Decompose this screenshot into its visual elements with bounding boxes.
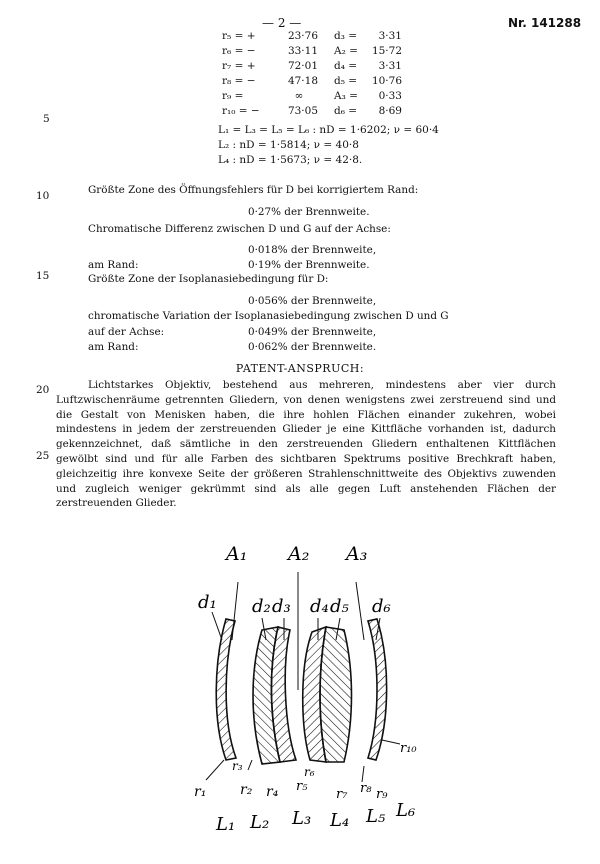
label-l4: L₄: [330, 810, 350, 831]
patent-number: Nr. 141288: [508, 16, 582, 30]
label-r6: r₆: [304, 765, 315, 779]
radius-value: 47·18: [287, 75, 318, 87]
rand-label: am Rand:: [88, 341, 139, 353]
label-r8: r₈: [360, 781, 372, 796]
page-number: — 2 —: [262, 16, 302, 30]
chrom-rand-label: am Rand:: [88, 259, 139, 271]
label-r7: r₇: [336, 787, 348, 802]
label-r9: r₉: [376, 787, 388, 802]
axis-label: auf der Achse:: [88, 326, 165, 338]
thickness-label: d₆ =: [334, 105, 358, 117]
zone-title: Größte Zone des Öffnungsfehlers für D bei korrigiertem Rand:: [88, 184, 419, 196]
radius-label: r₁₀ = −: [222, 105, 260, 117]
label-d5: d₅: [330, 596, 349, 617]
thickness-label: d₄ =: [334, 60, 358, 72]
thickness-label: d₅ =: [334, 75, 358, 87]
radius-value: ∞: [294, 90, 304, 102]
chrom-rand-value: 0·19% der Brennweite.: [248, 259, 370, 271]
thickness-label: A₂ =: [334, 45, 358, 57]
thickness-value: 0·33: [378, 90, 402, 102]
label-r4: r₄: [266, 784, 279, 800]
chrom-title: Chromatische Differenz zwischen D und G auf der Achse:: [88, 223, 391, 235]
label-d6: d₆: [372, 596, 391, 617]
line-number: 15: [36, 270, 50, 282]
radius-label: r₉ =: [222, 90, 244, 102]
chrom-value: 0·018% der Brennweite,: [248, 244, 377, 256]
label-l5: L₅: [366, 806, 386, 827]
label-a2: A₂: [288, 543, 310, 565]
thickness-label: d₃ =: [334, 30, 358, 42]
radius-label: r₅ = +: [222, 30, 256, 42]
glass-line: L₁ = L₃ = L₅ = L₆ : nD = 1·6202; ν = 60·4: [218, 124, 439, 136]
radius-label: r₈ = −: [222, 75, 256, 87]
line-number: 20: [36, 384, 50, 396]
rand-value: 0·062% der Brennweite.: [248, 341, 377, 353]
label-l6: L₆: [396, 800, 416, 821]
radius-value: 33·11: [287, 45, 318, 57]
iso-value: 0·056% der Brennweite,: [248, 295, 377, 307]
thickness-label: A₃ =: [334, 90, 358, 102]
axis-value: 0·049% der Brennweite,: [248, 326, 377, 338]
claim-text: Lichtstarkes Objektiv, bestehend aus mehreren, mindestens aber vier durch Luftzwischenräume getrennten Gliedern, von denen wenigstens zwei zerstreuend sind und die Gestalt von Menisken haben, die ihre hohlen Flächen einander zukehren, wobei mindestens in jedem der zerstreuenden Glieder je eine Kittfläche vorhanden ist, dadurch gekennzeichnet, daß sämtliche in den zerstreuenden Gliedern enthaltenen Kittflächen gewölbt sind und für alle Farben des sichtbaren Spektrums positive Brechkraft haben, gleichzeitig ihre konvexe Seite der größeren Strahlenschnittweite des Objektivs zuwenden und zugleich weniger gekrümmt sind als alle gegen Luft anstehenden Flächen der zerstreuenden Glieder.: [56, 379, 556, 510]
glass-line: L₄ : nD = 1·5673; ν = 42·8.: [218, 154, 363, 166]
variation-title: chromatische Variation der Isoplanasiebedingung zwischen D und G: [88, 310, 449, 322]
thickness-value: 3·31: [378, 30, 402, 42]
thickness-value: 15·72: [371, 45, 402, 57]
label-r5: r₅: [296, 779, 308, 794]
line-number: 25: [36, 450, 50, 462]
lens-l3: [271, 627, 296, 762]
line-number: 5: [43, 113, 50, 125]
thickness-value: 10·76: [371, 75, 402, 87]
radius-label: r₆ = −: [222, 45, 256, 57]
lens-l5: [320, 627, 352, 762]
radius-value: 72·01: [287, 60, 318, 72]
radius-value: 23·76: [287, 30, 318, 42]
line-number: 10: [36, 190, 50, 202]
label-l2: L₂: [250, 812, 270, 833]
label-r10: r₁₀: [400, 741, 417, 756]
label-a3: A₃: [346, 543, 368, 565]
glass-line: L₂ : nD = 1·5814; ν = 40·8: [218, 139, 359, 151]
label-r1: r₁: [194, 784, 207, 800]
lens-diagram: [0, 520, 600, 864]
claim-heading: PATENT-ANSPRUCH:: [235, 362, 365, 375]
label-d2: d₂: [252, 596, 271, 617]
label-l1: L₁: [216, 814, 236, 835]
label-a1: A₁: [226, 543, 248, 565]
label-d3: d₃: [272, 596, 291, 617]
radius-label: r₇ = +: [222, 60, 256, 72]
label-r2: r₂: [240, 782, 253, 798]
thickness-value: 8·69: [378, 105, 402, 117]
lens-l1: [216, 619, 236, 760]
label-r3: r₃: [232, 759, 243, 773]
radius-value: 73·05: [287, 105, 318, 117]
zone-value: 0·27% der Brennweite.: [248, 206, 370, 218]
thickness-value: 3·31: [378, 60, 402, 72]
iso-title: Größte Zone der Isoplanasiebedingung für D:: [88, 273, 329, 285]
label-d1: d₁: [198, 592, 217, 613]
lens-l6: [368, 619, 387, 760]
label-l3: L₃: [292, 808, 312, 829]
label-d4: d₄: [310, 596, 329, 617]
